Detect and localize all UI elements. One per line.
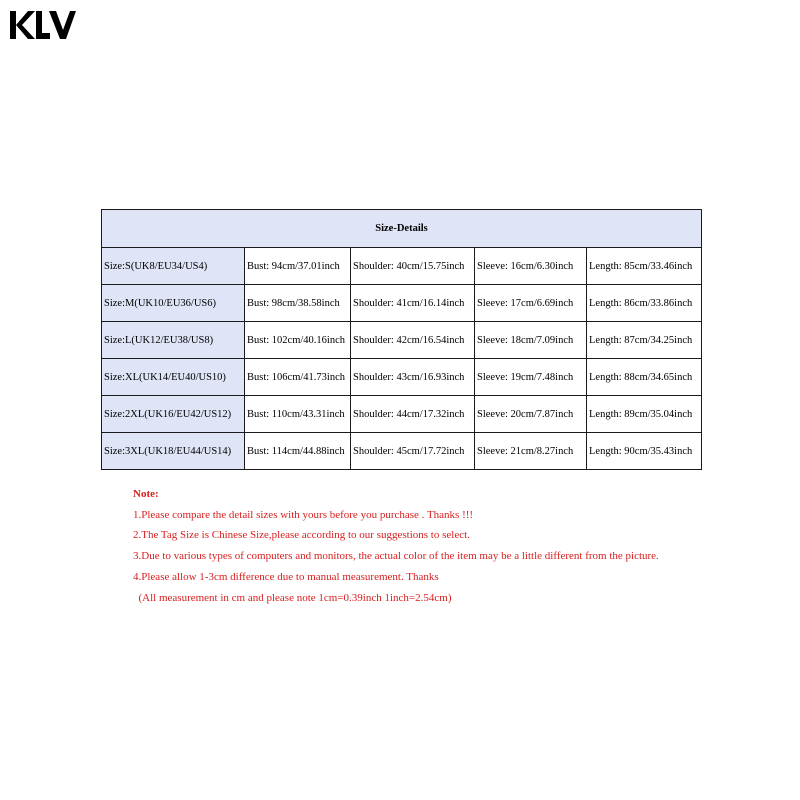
bust-value: Bust: 102cm/40.16inch xyxy=(245,322,351,359)
size-details-table xyxy=(101,209,702,470)
bust-value: Bust: 98cm/38.58inch xyxy=(245,285,351,322)
note-line: 1.Please compare the detail sizes with yours before you purchase . Thanks !!! xyxy=(133,508,474,521)
length-value: Length: 85cm/33.46inch xyxy=(587,248,702,285)
sleeve-value: Sleeve: 17cm/6.69inch xyxy=(475,285,587,322)
table-row xyxy=(102,433,702,470)
table-row xyxy=(102,396,702,433)
table-header-row xyxy=(102,210,702,248)
bust-value: Bust: 114cm/44.88inch xyxy=(245,433,351,470)
sleeve-value: Sleeve: 18cm/7.09inch xyxy=(475,322,587,359)
sleeve-value: Sleeve: 19cm/7.48inch xyxy=(475,359,587,396)
size-label: Size:XL(UK14/EU40/US10) xyxy=(102,359,245,396)
note-line: (All measurement in cm and please note 1cm=0.39inch 1inch=2.54cm) xyxy=(133,591,452,604)
bust-value: Bust: 110cm/43.31inch xyxy=(245,396,351,433)
klv-logo-icon xyxy=(8,8,78,42)
bust-value: Bust: 94cm/37.01inch xyxy=(245,248,351,285)
length-value: Length: 90cm/35.43inch xyxy=(587,433,702,470)
length-value: Length: 88cm/34.65inch xyxy=(587,359,702,396)
brand-logo xyxy=(8,8,78,42)
shoulder-value: Shoulder: 45cm/17.72inch xyxy=(351,433,475,470)
size-label: Size:3XL(UK18/EU44/US14) xyxy=(102,433,245,470)
note-line: 3.Due to various types of computers and monitors, the actual color of the item may be a little different from the picture. xyxy=(133,550,659,563)
table-row xyxy=(102,248,702,285)
table-row xyxy=(102,285,702,322)
sleeve-value: Sleeve: 20cm/7.87inch xyxy=(475,396,587,433)
length-value: Length: 89cm/35.04inch xyxy=(587,396,702,433)
shoulder-value: Shoulder: 43cm/16.93inch xyxy=(351,359,475,396)
shoulder-value: Shoulder: 40cm/15.75inch xyxy=(351,248,475,285)
note-line: 4.Please allow 1-3cm difference due to manual measurement. Thanks xyxy=(133,570,439,583)
bust-value: Bust: 106cm/41.73inch xyxy=(245,359,351,396)
length-value: Length: 86cm/33.86inch xyxy=(587,285,702,322)
size-label: Size:2XL(UK16/EU42/US12) xyxy=(102,396,245,433)
table-title: Size-Details xyxy=(102,210,702,248)
size-label: Size:L(UK12/EU38/US8) xyxy=(102,322,245,359)
table-row xyxy=(102,322,702,359)
shoulder-value: Shoulder: 44cm/17.32inch xyxy=(351,396,475,433)
shoulder-value: Shoulder: 41cm/16.14inch xyxy=(351,285,475,322)
table-row xyxy=(102,359,702,396)
note-line: 2.The Tag Size is Chinese Size,please according to our suggestions to select. xyxy=(133,529,470,542)
shoulder-value: Shoulder: 42cm/16.54inch xyxy=(351,322,475,359)
sleeve-value: Sleeve: 16cm/6.30inch xyxy=(475,248,587,285)
size-label: Size:S(UK8/EU34/US4) xyxy=(102,248,245,285)
sleeve-value: Sleeve: 21cm/8.27inch xyxy=(475,433,587,470)
size-label: Size:M(UK10/EU36/US6) xyxy=(102,285,245,322)
size-notes xyxy=(133,484,659,608)
length-value: Length: 87cm/34.25inch xyxy=(587,322,702,359)
note-title: Note: xyxy=(133,488,159,500)
